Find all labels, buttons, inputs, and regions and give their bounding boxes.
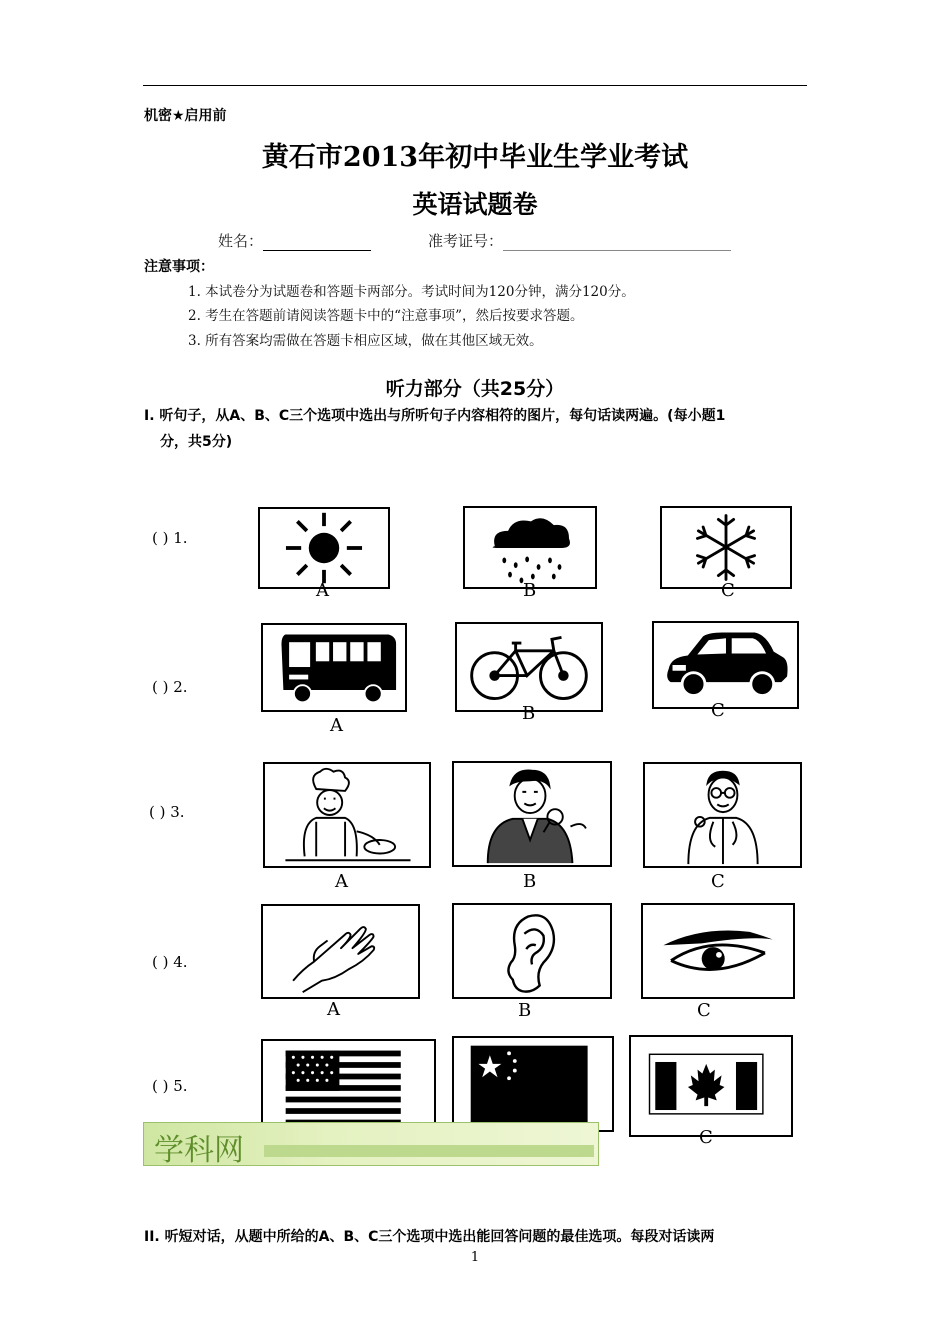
eye-icon[interactable] [641, 903, 795, 999]
option-letter: C [699, 1127, 713, 1148]
confidential-label: 机密★启用前 [144, 108, 227, 124]
option-letter: A [316, 580, 329, 601]
doctor-icon[interactable] [643, 762, 802, 868]
option-letter: B [518, 1000, 532, 1021]
id-blank[interactable] [503, 234, 731, 251]
option-letter: C [711, 871, 725, 892]
watermark-text: 学科网 [154, 1133, 244, 1166]
bicycle-icon[interactable] [455, 622, 603, 712]
watermark-logo [143, 1122, 599, 1166]
notice-item: 3. 所有答案均需做在答题卡相应区域，做在其他区域无效。 [188, 333, 543, 349]
cook-icon[interactable] [263, 762, 431, 868]
detective-icon[interactable] [452, 761, 612, 867]
option-letter: A [330, 715, 343, 736]
canada-flag-icon[interactable] [629, 1035, 793, 1137]
rain-cloud-icon[interactable] [463, 506, 597, 589]
notice-item: 1. 本试卷分为试题卷和答题卡两部分。考试时间为120分钟，满分120分。 [188, 284, 635, 300]
page-number: 1 [470, 1250, 480, 1265]
section2-instruction: II. 听短对话，从题中所给的A、B、C三个选项中选出能回答问题的最佳选项。每段对话读两 [144, 1229, 715, 1245]
notice-item: 2. 考生在答题前请阅读答题卡中的“注意事项”，然后按要求答题。 [188, 308, 584, 324]
question-number[interactable]: ( ) 1. [152, 529, 188, 547]
instruction-line: 分，共5分) [160, 434, 233, 450]
watermark-band [264, 1145, 594, 1157]
question-number[interactable]: ( ) 5. [152, 1077, 188, 1095]
question-number[interactable]: ( ) 2. [152, 678, 188, 696]
china-flag-icon[interactable] [452, 1036, 614, 1132]
snowflake-icon[interactable] [660, 506, 792, 589]
option-letter: C [697, 1000, 711, 1021]
name-blank[interactable] [263, 234, 371, 251]
question-number[interactable]: ( ) 3. [149, 803, 185, 821]
option-letter: C [711, 700, 725, 721]
option-letter: B [523, 580, 537, 601]
name-field [218, 230, 371, 251]
name-label: 姓名： [218, 232, 264, 250]
option-letter: C [721, 580, 735, 601]
question-number[interactable]: ( ) 4. [152, 953, 188, 971]
id-field [428, 230, 731, 251]
sun-icon[interactable] [258, 507, 390, 589]
ear-icon[interactable] [452, 903, 612, 999]
notice-heading: 注意事项： [144, 259, 214, 275]
instruction-line: I. 听句子，从A、B、C三个选项中选出与所听句子内容相符的图片，每句话读两遍。(每小题1 [144, 408, 726, 424]
bus-icon[interactable] [261, 623, 407, 712]
option-letter: B [522, 703, 536, 724]
id-label: 准考证号： [428, 232, 504, 250]
exam-title: 黄石市2013年初中毕业生学业考试 [261, 142, 689, 173]
option-letter: A [335, 871, 348, 892]
top-rule [143, 85, 807, 86]
car-icon[interactable] [652, 621, 799, 709]
listening-section-title: 听力部分（共25分） [385, 378, 565, 400]
exam-subtitle: 英语试题卷 [412, 190, 538, 219]
listening-instruction [144, 403, 808, 455]
option-letter: B [523, 871, 537, 892]
hand-icon[interactable] [261, 904, 420, 999]
option-letter: A [327, 999, 340, 1020]
